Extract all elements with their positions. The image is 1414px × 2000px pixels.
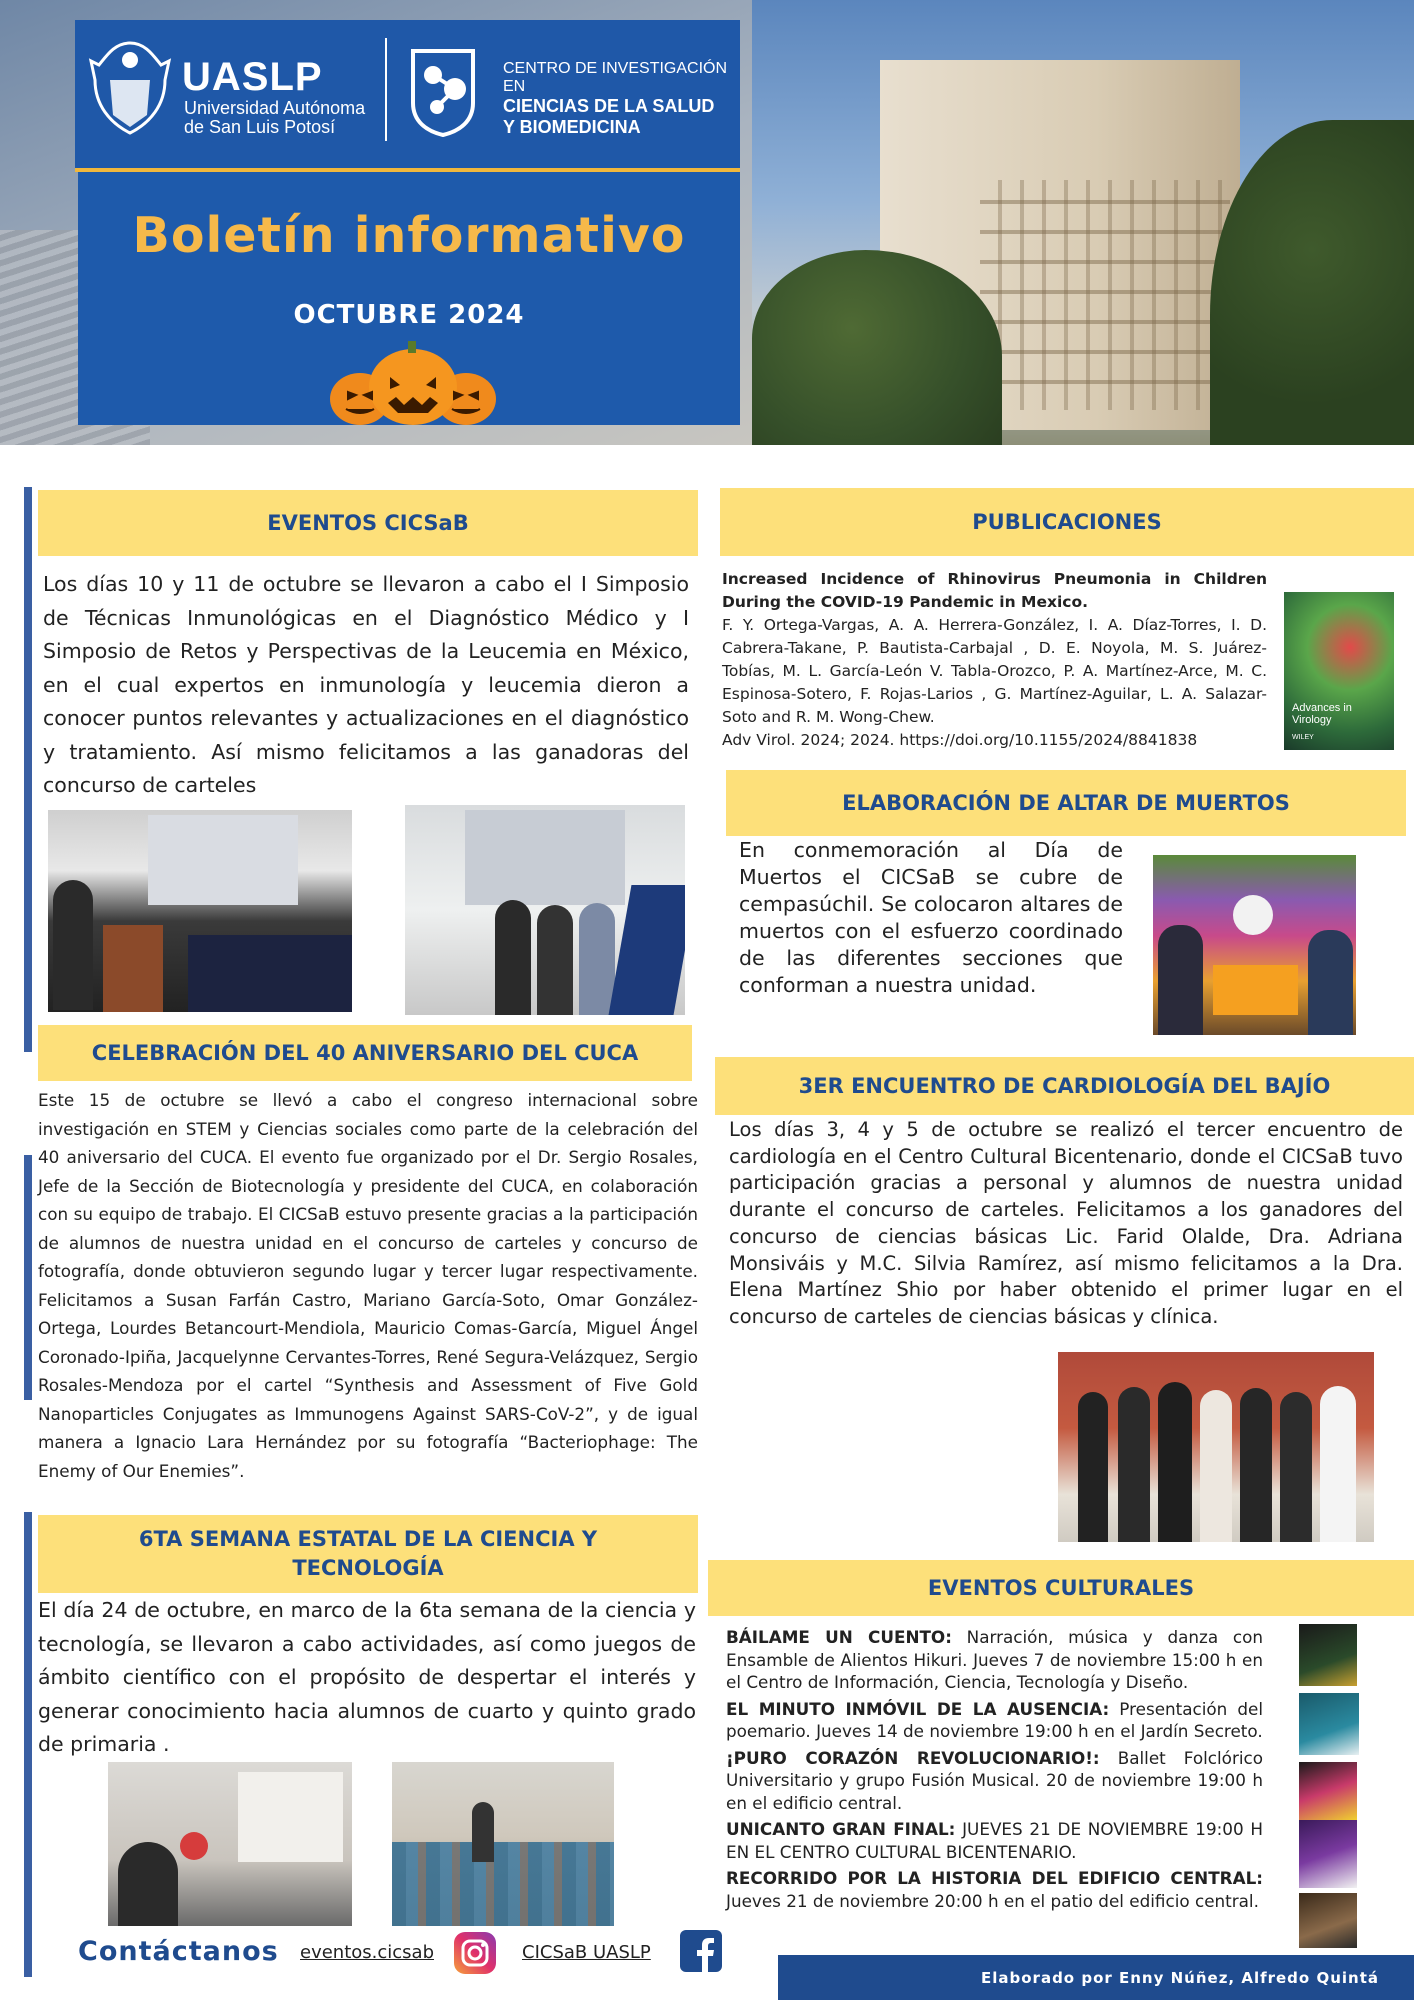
cardiologia-text: Los días 3, 4 y 5 de octubre se realizó el tercer encuentro de cardiología en el Centro Cultural Bicentenario, donde el CICSaB tuvo participación gracias a personal y alumnos de nuestra unidad durante el concurso de carteles. Felicitamos a los ganadores del concurso de ciencias básicas Lic. Farid Olalde, Dra. Adriana Monsiváis y M.C. Silvia Ramírez, así mismo felicitamos a la Dra. Elena Martínez Shio por haber obtenido el primer lugar en el concurso de carteles de ciencias básicas y clínica. xyxy=(729,1118,1403,1328)
uaslp-crest-icon xyxy=(85,35,175,140)
journal-cover-line1: Advances in xyxy=(1292,702,1352,714)
logo-divider xyxy=(385,38,387,141)
cultural-event-2-title: EL MINUTO INMÓVIL DE LA AUSENCIA: xyxy=(726,1698,1110,1719)
publication-entry xyxy=(722,568,1267,752)
semana-photo-1 xyxy=(108,1762,352,1926)
cultural-event-3-title: ¡PURO CORAZÓN REVOLUCIONARIO!: xyxy=(726,1747,1100,1768)
center-name-line2: CIENCIAS DE LA SALUD xyxy=(503,96,715,116)
uaslp-wordmark: UASLP xyxy=(182,55,323,99)
left-accent-bar-3 xyxy=(24,1512,32,1977)
altar-heading: ELABORACIÓN DE ALTAR DE MUERTOS xyxy=(726,770,1406,836)
publication-citation: Adv Virol. 2024; 2024. https://doi.org/10.1155/2024/8841838 xyxy=(722,731,1198,749)
journal-publisher: WILEY xyxy=(1292,734,1314,741)
poster-unicanto xyxy=(1299,1820,1357,1888)
cardiologia-heading: 3ER ENCUENTRO DE CARDIOLOGÍA DEL BAJÍO xyxy=(715,1057,1414,1115)
cultural-events-list xyxy=(726,1626,1263,1916)
newsletter-title: Boletín informativo xyxy=(132,207,686,264)
poster-bailame xyxy=(1299,1624,1357,1686)
semana-text: El día 24 de octubre, en marco de la 6ta semana de la ciencia y tecnología, se llevaron a cabo actividades, así como juegos de ámbito científico con el propósito de despertar el interés y generar conocimiento hacia alumnos de cuarto y quinto grado de primaria . xyxy=(38,1598,696,1756)
issue-date: OCTUBRE 2024 xyxy=(293,300,525,330)
university-name-line1: Universidad Autónoma xyxy=(184,98,366,118)
semana-heading-line2: TECNOLOGÍA xyxy=(292,1556,444,1580)
cultural-event-2 xyxy=(726,1698,1263,1743)
center-name-line1: CENTRO DE INVESTIGACIÓN EN xyxy=(503,60,728,95)
credits-bar: Elaborado por Enny Núñez, Alfredo Quintá xyxy=(778,1955,1414,2000)
left-accent-bar-2 xyxy=(24,1155,32,1400)
eventos-text: Los días 10 y 11 de octubre se llevaron a cabo el I Simposio de Técnicas Inmunológicas en el Diagnóstico Médico y I Simposio de Retos y Perspectivas de la Leucemia en México, en el cual expertos en inmunología y leucemia dieron a conocer puntos relevantes y actualizaciones en el diagnóstico y tratamiento. Así mismo felicitamos a las ganadoras del concurso de carteles xyxy=(43,572,689,797)
cuca-heading: CELEBRACIÓN DEL 40 ANIVERSARIO DEL CUCA xyxy=(38,1025,692,1081)
building-windows xyxy=(980,180,1230,410)
poster-recorrido xyxy=(1299,1893,1357,1948)
semana-photo-2 xyxy=(392,1762,614,1926)
instagram-icon[interactable] xyxy=(452,1930,498,1976)
altar-text: En conmemoración al Día de Muertos el CICSaB se cubre de cempasúchil. Se colocaron altares de muertos con el esfuerzo coordinado de las diferentes secciones que conforman a nuestra unidad. xyxy=(739,838,1123,997)
email-link[interactable]: eventos.cicsab xyxy=(300,1942,435,1963)
simposio-photo-1 xyxy=(48,810,352,1012)
publicaciones-heading: PUBLICACIONES xyxy=(720,488,1414,556)
cultural-event-3-text: Ballet Folclórico Universitario y grupo Fusión Musical. 20 de noviembre 19:00 h en el edificio central. xyxy=(726,1747,1263,1813)
header-banner xyxy=(0,0,1414,445)
cultural-event-4-text: JUEVES 21 DE NOVIEMBRE 19:00 H EN EL CENTRO CULTURAL BICENTENARIO. xyxy=(726,1819,1264,1862)
altar-photo xyxy=(1153,855,1356,1035)
pumpkins-icon xyxy=(328,337,498,429)
cultural-event-3 xyxy=(726,1747,1263,1815)
publication-title: Increased Incidence of Rhinovirus Pneumonia in Children During the COVID-19 Pandemic in Mexico. xyxy=(722,570,1267,611)
cultural-event-2-text: Presentación del poemario. Jueves 14 de noviembre 19:00 h en el Jardín Secreto. xyxy=(726,1698,1263,1741)
cultural-event-5-text: Jueves 21 de noviembre 20:00 h en el patio del edificio central. xyxy=(726,1890,1259,1911)
journal-cover xyxy=(1284,592,1394,750)
culturales-heading: EVENTOS CULTURALES xyxy=(708,1560,1414,1616)
contact-label: Contáctanos xyxy=(78,1936,279,1967)
university-name xyxy=(184,99,394,137)
cultural-event-5-title: RECORRIDO POR LA HISTORIA DEL EDIFICIO CENTRAL: xyxy=(726,1868,1263,1888)
left-accent-bar-1 xyxy=(24,487,32,1052)
publication-authors: F. Y. Ortega-Vargas, A. A. Herrera-González, I. A. Díaz-Torres, I. D. Cabrera-Takane, P. Bautista-Carbajal , D. E. Noyola, M. S. Juárez-Tobías, M. L. García-León V. Tabla-Orozco, P. A. Martínez-Arce, M. C. Espinosa-Sotero, F. Rojas-Larios , G. Martínez-Aguilar, L. A. Salazar-Soto and R. M. Wong-Chew. xyxy=(722,616,1267,726)
eventos-heading: EVENTOS CICSaB xyxy=(38,490,698,556)
journal-cover-line2: Virology xyxy=(1292,714,1332,726)
cardiologia-photo xyxy=(1058,1352,1374,1542)
simposio-photo-2 xyxy=(405,805,685,1015)
cicsab-logo-icon xyxy=(405,45,481,137)
cuca-text: Este 15 de octubre se llevó a cabo el congreso internacional sobre investigación en STEM y Ciencias sociales como parte de la celebración del 40 aniversario del CUCA. El evento fue organizado por el Dr. Sergio Rosales, Jefe de la Sección de Biotecnología y presidente del CUCA, en colaboración con su equipo de trabajo. El CICSaB estuvo presente gracias a la participación de alumnos de nuestra unidad en el concurso de carteles y concurso de fotografía, donde obtuvieron segundo lugar y tercer lugar respectivamente. Felicitamos a Susan Farfán Castro, Mariano García-Soto, Omar González-Ortega, Lourdes Betancourt-Mendiola, Mauricio Comas-García, Miguel Ángel Coronado-Ipiña, Jacquelynne Cervantes-Torres, René Segura-Velázquez, Sergio Rosales-Mendoza por el cartel “Synthesis and Assessment of Five Gold Nanoparticles Conjugates as Immunogens Against SARS-CoV-2”, y de igual manera a Ignacio Lara Hernández por su fotografía “Bacteriophage: The Enemy of Our Enemies”. xyxy=(38,1090,698,1481)
cultural-event-1-text: Narración, música y danza con Ensamble de Alientos Hikuri. Jueves 7 de noviembre 15:00 h en el Centro de Información, Ciencia, Tecnología y Diseño. xyxy=(726,1627,1263,1692)
cultural-event-1-title: BÁILAME UN CUENTO: xyxy=(726,1627,952,1647)
semana-heading xyxy=(38,1515,698,1593)
poster-minuto-inmovil xyxy=(1299,1693,1359,1755)
poster-puro-corazon xyxy=(1299,1762,1357,1820)
cultural-event-4-title: UNICANTO GRAN FINAL: xyxy=(726,1819,956,1839)
center-name xyxy=(503,60,743,138)
cultural-event-1 xyxy=(726,1626,1263,1694)
semana-heading-line1: 6TA SEMANA ESTATAL DE LA CIENCIA Y xyxy=(138,1527,598,1551)
center-name-line3: Y BIOMEDICINA xyxy=(503,117,641,137)
facebook-icon[interactable] xyxy=(680,1930,722,1972)
cultural-event-5 xyxy=(726,1867,1263,1912)
cultural-event-4 xyxy=(726,1818,1263,1863)
facebook-link[interactable]: CICSaB UASLP xyxy=(522,1942,651,1963)
university-name-line2: de San Luis Potosí xyxy=(184,117,336,137)
